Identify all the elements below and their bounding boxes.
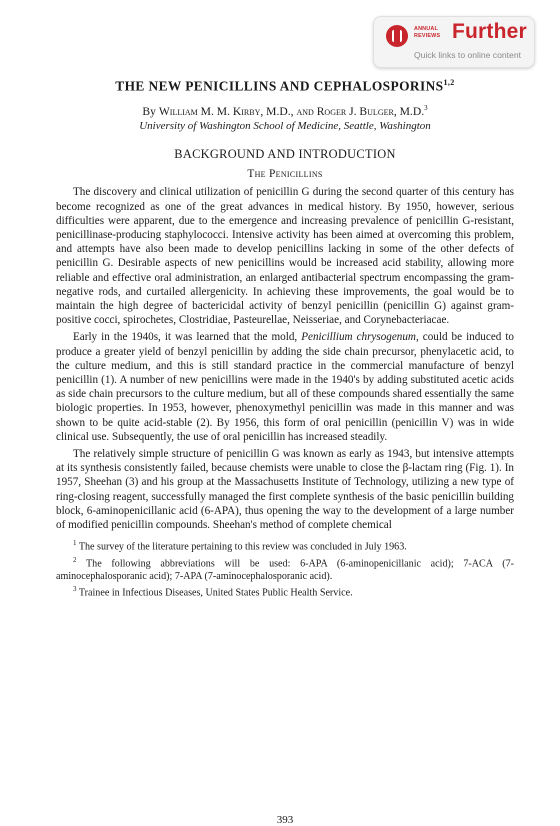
- affiliation: University of Washington School of Medicine, Seattle, Washington: [139, 120, 431, 133]
- author-2: Roger J. Bulger, M.D.: [316, 105, 425, 119]
- brand-line-reviews: REVIEWS: [414, 32, 441, 39]
- section-heading: BACKGROUND AND INTRODUCTION: [174, 147, 396, 162]
- footnote-1: [56, 537, 514, 553]
- footnote-2-text: The following abbreviations will be used: 6-APA (6-aminopenicillanic acid); 7-ACA (7-aminocephalosporanic acid); 7-APA (7-aminocephalosporanic acid).: [56, 557, 514, 582]
- page-number: 393: [276, 814, 294, 826]
- footnote-3-text: Trainee in Infectious Diseases, United States Public Health Service.: [76, 587, 353, 599]
- footnotes: [56, 537, 514, 599]
- brand-line-annual: ANNUAL: [414, 26, 438, 32]
- article-page: [56, 74, 515, 826]
- author-and: and: [293, 105, 317, 119]
- author-1: William M. M. Kirby, M.D.,: [158, 105, 294, 119]
- species-name: Penicillium chrysogenum: [301, 331, 416, 344]
- footnote-3: [56, 583, 514, 599]
- paragraph-2-start: Early in the 1940s, it was learned that the mold,: [73, 331, 302, 344]
- further-subtitle[interactable]: Quick links to online content: [414, 50, 522, 60]
- title-footnote-marker[interactable]: 1,2: [443, 78, 455, 87]
- footnote-1-number: 1: [73, 539, 77, 548]
- further-word[interactable]: Further: [452, 20, 527, 43]
- footnote-2-number: 2: [73, 555, 77, 564]
- article-title: [56, 74, 514, 95]
- author-line: [56, 101, 514, 119]
- paragraph-2: [56, 330, 514, 444]
- annual-reviews-logo-icon: [386, 25, 408, 47]
- footnote-1-text: The survey of the literature pertaining to this review was concluded in July 1963.: [76, 541, 407, 553]
- footnote-3-number: 3: [73, 584, 77, 593]
- further-links-widget[interactable]: [373, 16, 535, 68]
- paragraph-3: The relatively simple structure of penicillin G was known as early as 1943, but intensive attempts at its synthesis consistently failed, because chemists were unable to close the β-lactam ring (Fig. 1). In 1957, Sheehan (3) and his group at the Massachusetts Institute of Technology, utilizing a new type of ring-closing reagent, successfully managed the first complete synthesis of the basic penicillin building block, 6-aminopenicillanic acid (6-APA), thus opening the way to the development of a large number of modified penicillin compounds. Sheehan's method of complete chemical: [56, 447, 514, 531]
- footnote-2: [56, 554, 514, 583]
- article-title-text: THE NEW PENICILLINS AND CEPHALOSPORINS: [115, 78, 444, 94]
- annual-reviews-brand: [414, 26, 440, 39]
- subsection-heading: The Penicillins: [247, 168, 323, 181]
- paragraph-1: The discovery and clinical utilization of penicillin G during the second quarter of this century has become recognized as one of the great advances in medical history. By 1950, however, serious difficulties were apparent, due to the emergence and increasing prevalence of penicillin G-resistant, penicillinase-producing staphylococci. Intensive activity has been aimed at overcoming this problem, and attempts have also been made to develop penicillins lacking in some of the other defects of penicillin G. Desirable aspects of new penicillins would be increased acid stability, allowing more reliable and effective oral administration, an enlarged antibacterial spectrum encompassing the gram-negative rods, and curtailed allergenicity. In achieving these improvements, the goal would be to maintain the high degree of bactericidal activity of benzyl penicillin (penicillin G) against gram-positive cocci, spirochetes, Clostridiae, Pasteurellae, Neisseriae, and Corynebacteriacae.: [56, 186, 514, 327]
- paragraph-2-rest: , could be induced to produce a greater yield of benzyl penicillin by adding the side chain precursor, phenylacetic acid, to the culture medium, and this is still standard practice in the commercial manufacture of benzyl penicillin (1). A number of new penicillins were made in the 1940's by adding substituted acetic acids as side chain precursors to the culture medium, but all of these compounds shared essentially the same biologic properties. In 1953, however, phenoxymethyl penicillin was made in this manner and was shown to be quite acid-stable (2). By 1956, this form of oral penicillin (penicillin V) was in wide clinical use. Subsequently, the use of oral penicillin has increased steadily.: [56, 331, 515, 443]
- author-footnote-marker[interactable]: 3: [424, 104, 428, 113]
- author-prefix: By: [142, 105, 159, 119]
